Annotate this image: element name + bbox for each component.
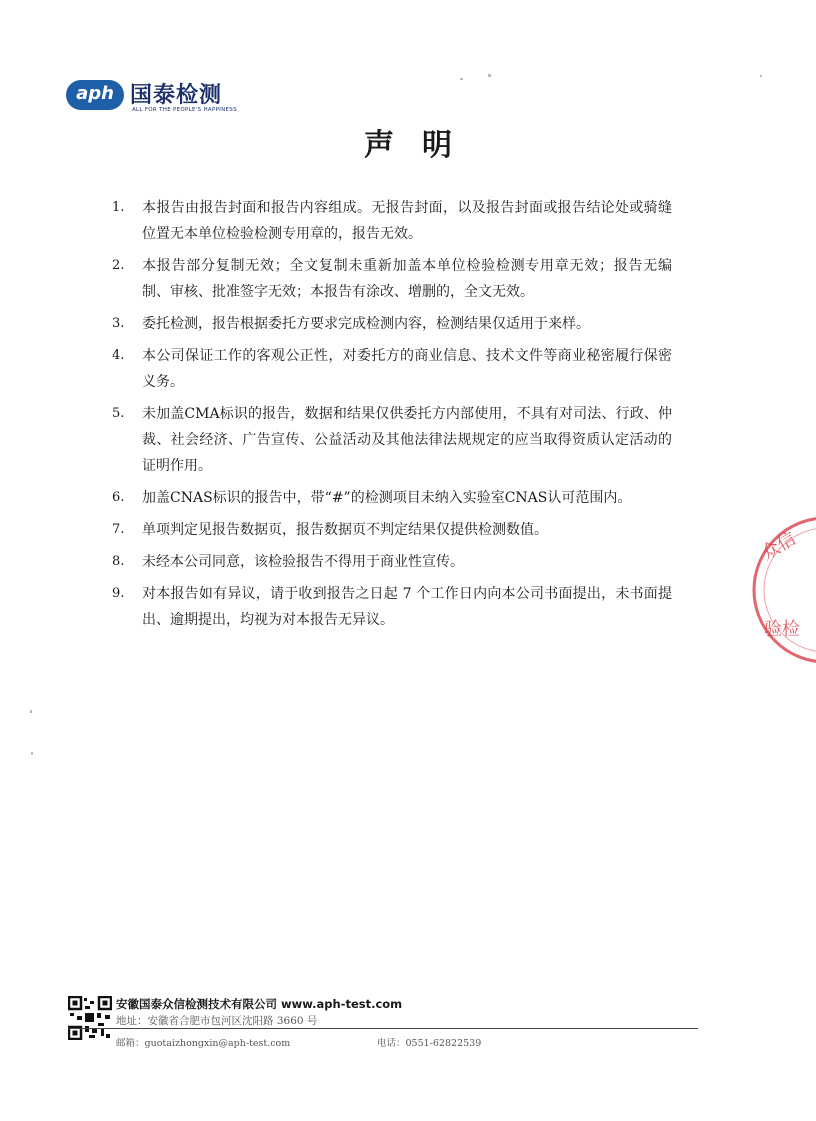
item-text: 未经本公司同意，该检验报告不得用于商业性宣传。 (142, 554, 464, 570)
scan-speck (30, 710, 32, 713)
item-number: 9. (112, 586, 125, 601)
footer-divider (68, 1028, 698, 1029)
item-number: 5. (112, 406, 125, 421)
scan-speck (760, 75, 762, 77)
item-text: 加盖CNAS标识的报告中，带“#”的检测项目未纳入实验室CNAS认可范围内。 (142, 490, 632, 506)
item-text: 对本报告如有异议，请于收到报告之日起 7 个工作日内向本公司书面提出，未书面提出、逾期提出，均视为对本报告无异议。 (142, 586, 672, 628)
item-text: 未加盖CMA标识的报告，数据和结果仅供委托方内部使用，不具有对司法、行政、仲裁、社会经济、广告宣传、公益活动及其他法律法规规定的应当取得资质认定活动的证明作用。 (142, 406, 672, 474)
scan-speck (460, 78, 463, 80)
list-item (112, 485, 672, 511)
stamp-text-top: 众信 (758, 528, 800, 565)
qr-code-icon (68, 996, 112, 1040)
item-text: 单项判定见报告数据页，报告数据页不判定结果仅提供检测数值。 (142, 522, 548, 538)
scan-speck (488, 74, 491, 77)
list-item (112, 311, 672, 337)
item-number: 2. (112, 258, 125, 273)
item-number: 1. (112, 200, 125, 215)
red-stamp-seal (740, 515, 816, 665)
item-number: 7. (112, 522, 125, 537)
footer-address: 地址：安徽省合肥市包河区沈阳路 3660 号 (116, 1015, 318, 1027)
page-title: 声明 (364, 128, 480, 163)
item-text: 本报告由报告封面和报告内容组成。无报告封面，以及报告封面或报告结论处或骑缝位置无本单位检验检测专用章的，报告无效。 (142, 200, 672, 242)
list-item (112, 517, 672, 543)
item-number: 3. (112, 316, 125, 331)
list-item (112, 549, 672, 575)
item-text: 本报告部分复制无效；全文复制未重新加盖本单位检验检测专用章无效；报告无编制、审核、批准签字无效；本报告有涂改、增删的，全文无效。 (142, 258, 672, 300)
item-number: 6. (112, 490, 125, 505)
logo-tagline: ALL FOR THE PEOPLE'S HAPPINESS (132, 107, 237, 113)
list-item (112, 401, 672, 479)
item-number: 8. (112, 554, 125, 569)
aph-logo-icon: aph (66, 80, 124, 110)
list-item (112, 195, 672, 247)
list-item (112, 581, 672, 633)
item-text: 委托检测，报告根据委托方要求完成检测内容，检测结果仅适用于来样。 (142, 316, 590, 332)
item-number: 4. (112, 348, 125, 363)
item-text: 本公司保证工作的客观公正性，对委托方的商业信息、技术文件等商业秘密履行保密义务。 (142, 348, 672, 390)
list-item (112, 253, 672, 305)
footer-company: 安徽国泰众信检测技术有限公司 www.aph-test.com (116, 997, 403, 1011)
declaration-list (112, 195, 672, 639)
footer-email: 邮箱：guotaizhongxin@aph-test.com (116, 1038, 291, 1049)
scan-speck (31, 752, 33, 755)
stamp-text-bottom: 验检 (764, 619, 800, 640)
list-item (112, 343, 672, 395)
footer-phone: 电话：0551-62822539 (377, 1038, 482, 1049)
logo-name: 国泰检测 (130, 83, 223, 108)
